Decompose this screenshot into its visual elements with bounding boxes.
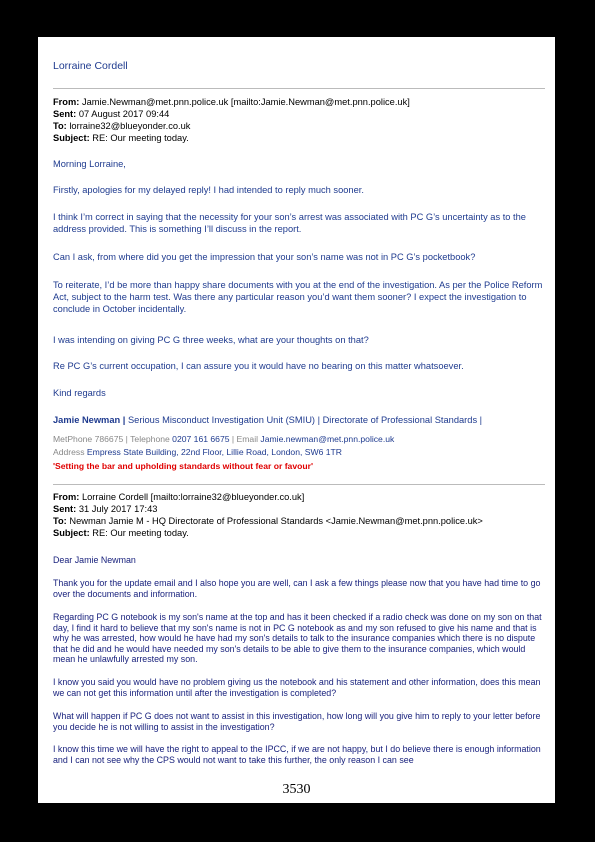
sent-label: Sent: bbox=[53, 504, 77, 514]
email2-subject-row bbox=[53, 528, 189, 540]
metphone-value: 786675 bbox=[94, 434, 124, 444]
email2-paragraph: What will happen if PC G does not want to assist in this investigation, how long will you give him to reply to your letter before you decide he is not willing to assist in the investigation? bbox=[53, 711, 541, 732]
email2-subject: RE: Our meeting today. bbox=[92, 528, 189, 538]
email1-sent-row bbox=[53, 109, 169, 121]
email1-from: Jamie.Newman@met.pnn.police.uk [mailto:Jamie.Newman@met.pnn.police.uk] bbox=[81, 97, 410, 107]
email1-subject-row bbox=[53, 133, 189, 145]
email1-paragraph: I was intending on giving PC G three weeks, what are your thoughts on that? bbox=[53, 335, 369, 345]
email1-to: lorraine32@blueyonder.co.uk bbox=[69, 121, 191, 131]
signature-address-line bbox=[53, 447, 342, 457]
to-label: To: bbox=[53, 121, 67, 131]
email1-paragraph: Firstly, apologies for my delayed reply! I had intended to reply much sooner. bbox=[53, 185, 364, 195]
email2-paragraph: Dear Jamie Newman bbox=[53, 555, 136, 565]
email1-subject: RE: Our meeting today. bbox=[92, 133, 189, 143]
email1-paragraph: Re PC G’s current occupation, I can assure you it would have no bearing on this matter whatsoever. bbox=[53, 361, 464, 371]
mailbox-owner-name: Lorraine Cordell bbox=[53, 60, 128, 72]
subject-label: Subject: bbox=[53, 133, 90, 143]
subject-label: Subject: bbox=[53, 528, 90, 538]
header-divider bbox=[53, 88, 545, 89]
signature-contact-line bbox=[53, 434, 394, 444]
sent-label: Sent: bbox=[53, 109, 77, 119]
email1-paragraph: I think I’m correct in saying that the necessity for your son’s arrest was associated with PC G’s uncertainty as to the address provided. This is something I’ll discuss in the report. bbox=[53, 212, 526, 234]
email1-to-row bbox=[53, 121, 190, 133]
signature-name-line bbox=[53, 415, 482, 425]
signature-unit: Serious Misconduct Investigation Unit (SMIU) | Directorate of Professional Standards | bbox=[127, 415, 483, 425]
telephone-label: | Telephone bbox=[123, 434, 173, 444]
signature-motto: 'Setting the bar and upholding standards without fear or favour' bbox=[53, 461, 313, 471]
address-label: Address bbox=[53, 447, 87, 457]
page-number: 3530 bbox=[282, 782, 311, 797]
from-label: From: bbox=[53, 492, 80, 502]
email2-from: Lorraine Cordell [mailto:lorraine32@blueyonder.co.uk] bbox=[81, 492, 305, 502]
metphone-label: MetPhone bbox=[53, 434, 95, 444]
email1-signoff: Kind regards bbox=[53, 388, 106, 398]
email2-from-row bbox=[53, 492, 304, 504]
email-label: | Email bbox=[229, 434, 261, 444]
address-value: Empress State Building, 22nd Floor, Lillie Road, London, SW6 1TR bbox=[86, 447, 343, 457]
email2-paragraph: I know this time we will have the right to appeal to the IPCC, if we are not happy, but I do believe there is enough information and I can not see why the CPS would not want to take this further, the only reason I can see bbox=[53, 744, 541, 765]
email1-from-row bbox=[53, 97, 410, 109]
email-value: Jamie.newman@met.pnn.police.uk bbox=[260, 434, 395, 444]
email2-sent: 31 July 2017 17:43 bbox=[78, 504, 158, 514]
email2-paragraph: I know you said you would have no problem giving us the notebook and his statement and other information, does this mean we can not get this information until after the investigation is completed? bbox=[53, 677, 541, 698]
telephone-value: 0207 161 6675 bbox=[172, 434, 230, 444]
email1-paragraph: To reiterate, I’d be more than happy share documents with you at the end of the investigation. As per the Police Reform Act, subject to the harm test. Was there any particular reason you’d want them sooner? I expect the investigation to conclude in October incidentally. bbox=[53, 280, 543, 314]
document-page bbox=[38, 37, 555, 803]
email1-paragraph: Morning Lorraine, bbox=[53, 159, 126, 169]
email2-paragraph: Regarding PC G notebook is my son's name at the top and has it been checked if a radio check was done on my son on that day, I find it hard to believe that my son's name is not in PC G notebook as and my son refused to give his name and that is why he was arrested, how would he have had my son's details to talk to the insurance companies which there is no dispute that he did and he would have needed my son's details to be able to give them to the insurance companies, which would mean he unlawfully arrested my son. bbox=[53, 612, 542, 665]
email-divider bbox=[53, 484, 545, 485]
email2-to: Newman Jamie M - HQ Directorate of Professional Standards <Jamie.Newman@met.pnn.police.uk> bbox=[69, 516, 483, 526]
email2-to-row bbox=[53, 516, 483, 528]
signature-separator: | bbox=[120, 415, 128, 425]
from-label: From: bbox=[53, 97, 80, 107]
to-label: To: bbox=[53, 516, 67, 526]
email1-paragraph: Can I ask, from where did you get the impression that your son’s name was not in PC G’s pocketbook? bbox=[53, 252, 476, 262]
signature-name: Jamie Newman bbox=[53, 415, 121, 425]
email2-sent-row bbox=[53, 504, 157, 516]
email1-sent: 07 August 2017 09:44 bbox=[78, 109, 170, 119]
email2-paragraph: Thank you for the update email and I also hope you are well, can I ask a few things please now that you have had time to go over the documents and information. bbox=[53, 578, 541, 599]
